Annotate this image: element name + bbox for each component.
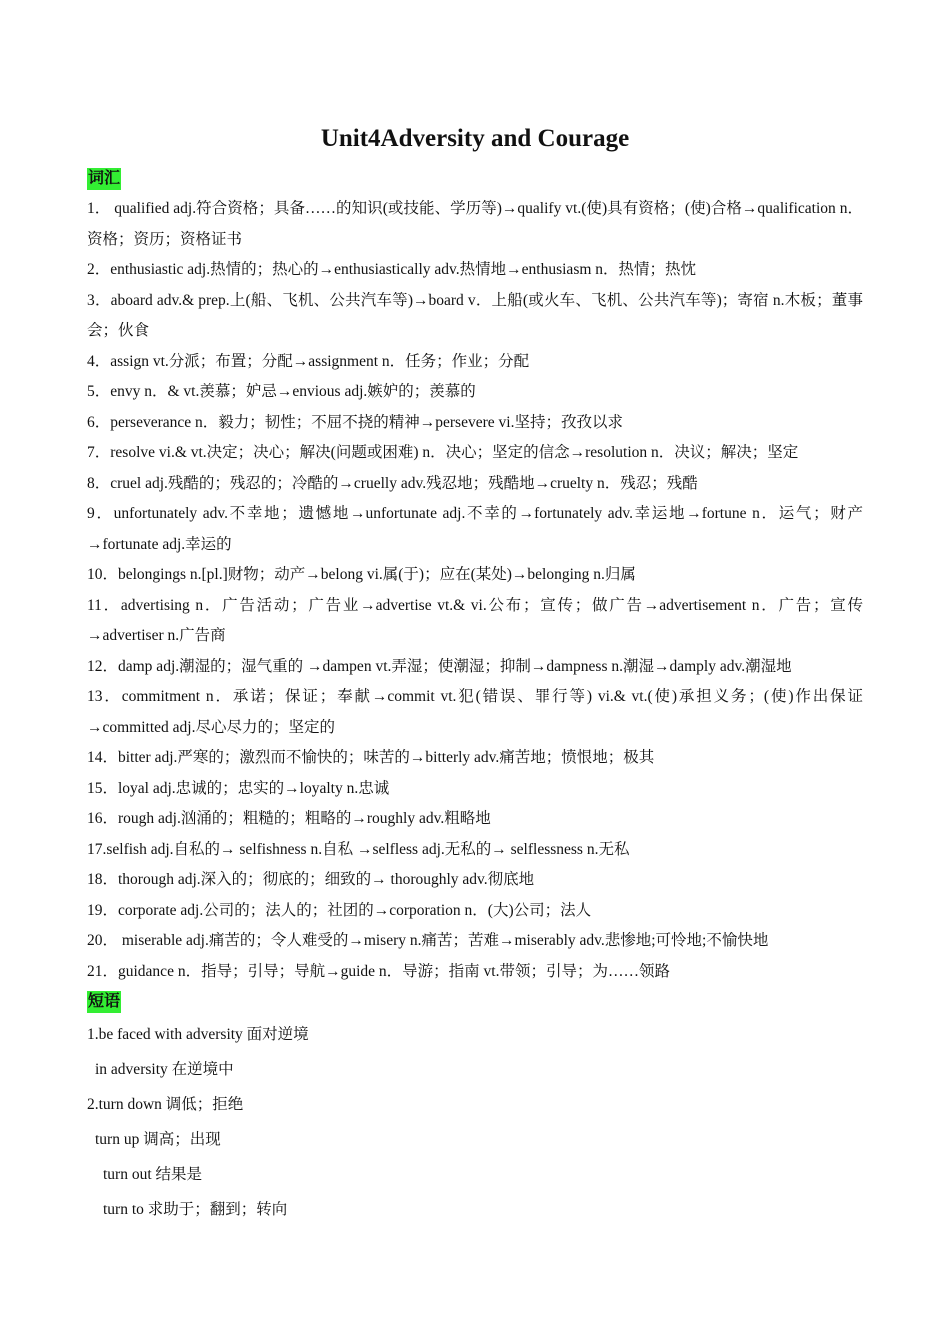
vocab-item: 1． qualified adj.符合资格；具备……的知识(或技能、学历等)→qualify vt.(使)具有资格；(使)合格→qualification n．资格；资历；资格证书 [87,200,863,248]
phrase-item: 1.be faced with adversity 面对逆境 [87,1026,309,1043]
vocab-list [87,194,863,987]
vocab-item: 3．aboard adv.& prep.上(船、飞机、公共汽车等)→board v．上船(或火车、飞机、公共汽车等)；寄宿 n.木板；董事会；伙食 [87,291,863,339]
phrase-list [87,1017,863,1227]
phrase-item: 2.turn down 调低；拒绝 [87,1096,244,1113]
vocab-item: 20． miserable adj.痛苦的；令人难受的→misery n.痛苦；苦难→miserably adv.悲惨地;可怜地;不愉快地 [87,932,769,949]
vocab-item: 10．belongings n.[pl.]财物；动产→belong vi.属(于)；应在(某处)→belonging n.归属 [87,566,636,583]
vocab-section-header [87,164,863,194]
page-title: Unit4Adversity and Courage [320,125,630,152]
phrases-section-header [87,987,863,1017]
vocab-section-label: 词汇 [87,168,121,190]
phrase-item: turn to 求助于；翻到；转向 [103,1201,288,1218]
vocab-item: 9．unfortunately adv.不幸地；遗憾地→unfortunate adj.不幸的→fortunately adv.幸运地→fortune n．运气；财产→fortunate adj.幸运的 [87,505,863,553]
vocab-item: 17.selfish adj.自私的→ selfishness n.自私 →selfless adj.无私的→ selflessness n.无私 [87,840,630,858]
phrase-item: in adversity 在逆境中 [95,1061,234,1078]
vocab-item: 5．envy n．& vt.羡慕；妒忌→envious adj.嫉妒的；羡慕的 [87,383,476,400]
vocab-item: 11．advertising n．广告活动；广告业→advertise vt.& vi.公布；宣传；做广告→advertisement n．广告；宣传→advertiser n.广告商 [87,596,863,644]
vocab-item: 16．rough adj.汹涌的；粗糙的；粗略的→roughly adv.粗略地 [87,810,491,827]
vocab-item: 6．perseverance n．毅力；韧性；不屈不挠的精神→persevere vi.坚持；孜孜以求 [87,413,623,431]
phrase-item: turn out 结果是 [103,1166,203,1183]
vocab-item: 12．damp adj.潮湿的；湿气重的 →dampen vt.弄湿；使潮湿；抑制→dampness n.潮湿→damply adv.潮湿地 [87,657,792,675]
vocab-item: 2．enthusiastic adj.热情的；热心的→enthusiastically adv.热情地→enthusiasm n．热情；热忱 [87,261,697,278]
vocab-item: 8．cruel adj.残酷的；残忍的；冷酷的→cruelly adv.残忍地；残酷地→cruelty n．残忍；残酷 [87,474,698,492]
vocab-item: 13．commitment n．承诺；保证；奉献→commit vt.犯(错误、罪行等) vi.& vt.(使)承担义务；(使)作出保证→committed adj.尽心尽力的；坚定的 [87,688,863,736]
vocab-item: 7．resolve vi.& vt.决定；决心；解决(问题或困难) n．决心；坚定的信念→resolution n．决议；解决；坚定 [87,444,799,461]
vocab-item: 14．bitter adj.严寒的；激烈而不愉快的；味苦的→bitterly adv.痛苦地；愤恨地；极其 [87,749,655,766]
document-body [87,164,863,1227]
phrases-section-label: 短语 [87,991,121,1013]
vocab-item: 19．corporate adj.公司的；法人的；社团的→corporation n．(大)公司；法人 [87,901,592,919]
vocab-item: 4．assign vt.分派；布置；分配→assignment n．任务；作业；分配 [87,352,530,370]
vocab-item: 15．loyal adj.忠诚的；忠实的→loyalty n.忠诚 [87,779,390,797]
vocab-item: 18．thorough adj.深入的；彻底的；细致的→ thoroughly adv.彻底地 [87,871,535,888]
phrase-item: turn up 调高；出现 [95,1131,221,1148]
vocab-item: 21．guidance n．指导；引导；导航→guide n．导游；指南 vt.带领；引导；为……领路 [87,962,670,980]
